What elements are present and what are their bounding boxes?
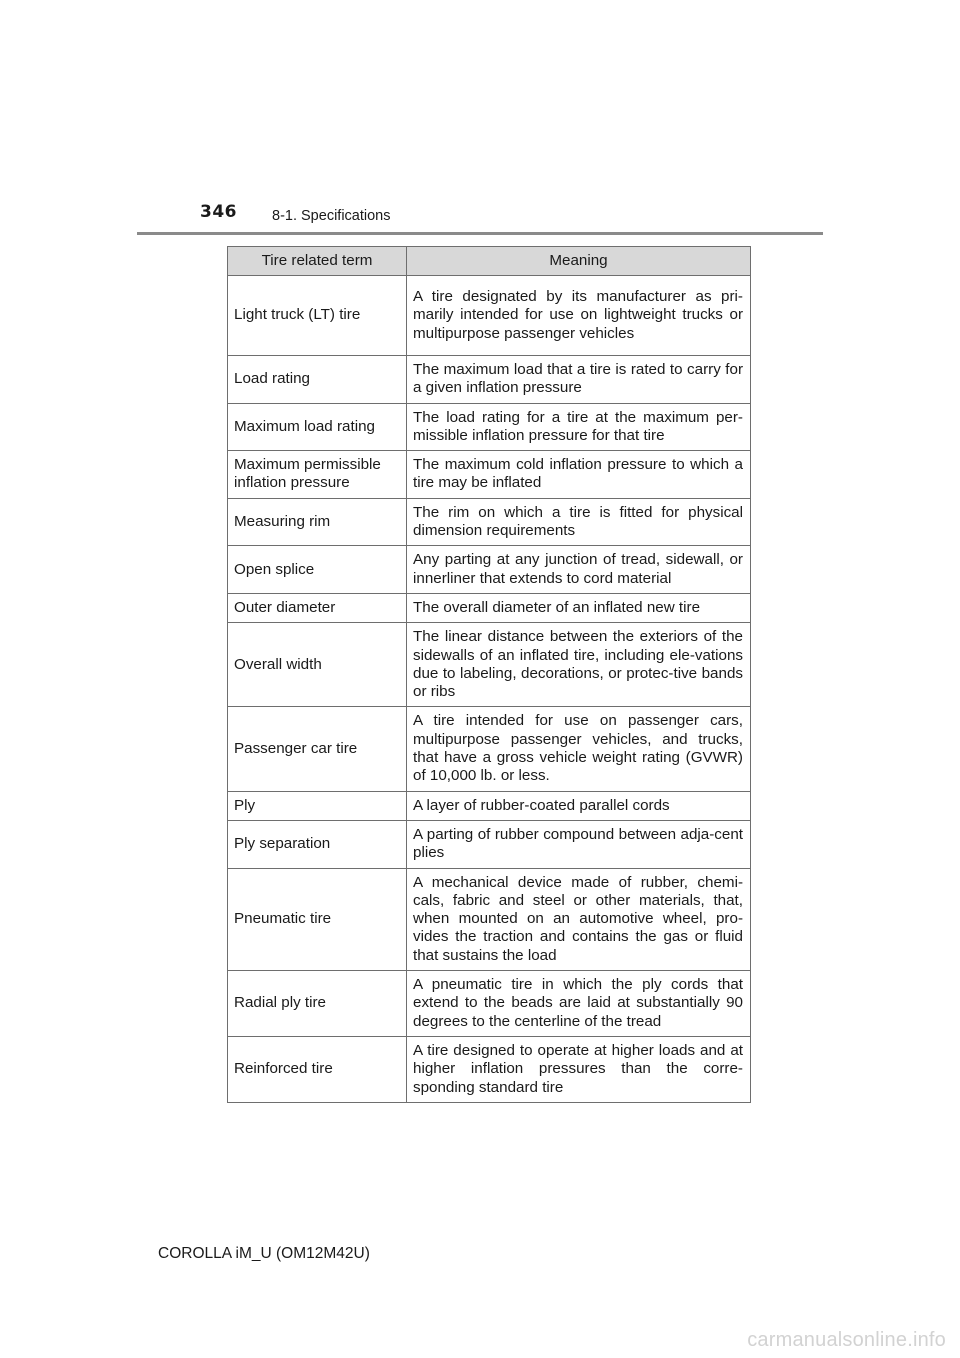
meaning-cell: A tire intended for use on passenger cars, multipurpose passenger vehicles, and trucks, that have a gross vehicle weight rating (GVWR) of 10,000 lb. or less. xyxy=(407,707,751,791)
term-cell: Measuring rim xyxy=(228,498,407,546)
table-row xyxy=(228,356,751,404)
meaning-cell: The load rating for a tire at the maximum per-missible inflation pressure for that tire xyxy=(407,403,751,451)
meaning-cell: The linear distance between the exteriors of the sidewalls of an inflated tire, including ele-vations due to labeling, decorations, or protec-tive bands or ribs xyxy=(407,623,751,707)
meaning-cell: A pneumatic tire in which the ply cords that extend to the beads are laid at substantially 90 degrees to the centerline of the tread xyxy=(407,971,751,1037)
table-row xyxy=(228,451,751,499)
table-row xyxy=(228,820,751,868)
meaning-cell: The rim on which a tire is fitted for physical dimension requirements xyxy=(407,498,751,546)
term-cell: Overall width xyxy=(228,623,407,707)
term-cell: Maximum load rating xyxy=(228,403,407,451)
term-cell: Light truck (LT) tire xyxy=(228,276,407,356)
table-row xyxy=(228,791,751,820)
term-cell: Outer diameter xyxy=(228,593,407,622)
term-cell: Open splice xyxy=(228,546,407,594)
meaning-cell: A tire designated by its manufacturer as pri-marily intended for use on lightweight trucks or multipurpose passenger vehicles xyxy=(407,276,751,356)
column-header-meaning: Meaning xyxy=(407,247,751,276)
table-row xyxy=(228,1036,751,1102)
table-row xyxy=(228,971,751,1037)
table-header-row xyxy=(228,247,751,276)
term-cell: Reinforced tire xyxy=(228,1036,407,1102)
header-divider xyxy=(137,232,823,235)
column-header-term: Tire related term xyxy=(228,247,407,276)
table-row xyxy=(228,546,751,594)
table-row xyxy=(228,623,751,707)
page-number: 346 xyxy=(200,202,237,222)
section-title: 8-1. Specifications xyxy=(272,208,391,224)
table-row xyxy=(228,403,751,451)
meaning-cell: The maximum cold inflation pressure to which a tire may be inflated xyxy=(407,451,751,499)
footer-model-code: COROLLA iM_U (OM12M42U) xyxy=(158,1245,370,1262)
term-cell: Pneumatic tire xyxy=(228,868,407,970)
meaning-cell: The maximum load that a tire is rated to carry for a given inflation pressure xyxy=(407,356,751,404)
table-row xyxy=(228,707,751,791)
watermark: carmanualsonline.info xyxy=(747,1329,946,1351)
meaning-cell: A parting of rubber compound between adja-cent plies xyxy=(407,820,751,868)
meaning-cell: Any parting at any junction of tread, sidewall, or innerliner that extends to cord material xyxy=(407,546,751,594)
term-cell: Maximum permissible inflation pressure xyxy=(228,451,407,499)
term-cell: Ply separation xyxy=(228,820,407,868)
meaning-cell: A layer of rubber-coated parallel cords xyxy=(407,791,751,820)
term-cell: Load rating xyxy=(228,356,407,404)
table-row xyxy=(228,868,751,970)
meaning-cell: The overall diameter of an inflated new tire xyxy=(407,593,751,622)
table-row xyxy=(228,276,751,356)
tire-terms-table xyxy=(227,246,751,1103)
term-cell: Radial ply tire xyxy=(228,971,407,1037)
table-row xyxy=(228,593,751,622)
table-row xyxy=(228,498,751,546)
meaning-cell: A mechanical device made of rubber, chemi-cals, fabric and steel or other materials, that, when mounted on an automotive wheel, pro-vides the traction and contains the gas or fluid that sustains the load xyxy=(407,868,751,970)
meaning-cell: A tire designed to operate at higher loads and at higher inflation pressures than the corre-sponding standard tire xyxy=(407,1036,751,1102)
page-header xyxy=(0,0,960,240)
term-cell: Passenger car tire xyxy=(228,707,407,791)
term-cell: Ply xyxy=(228,791,407,820)
